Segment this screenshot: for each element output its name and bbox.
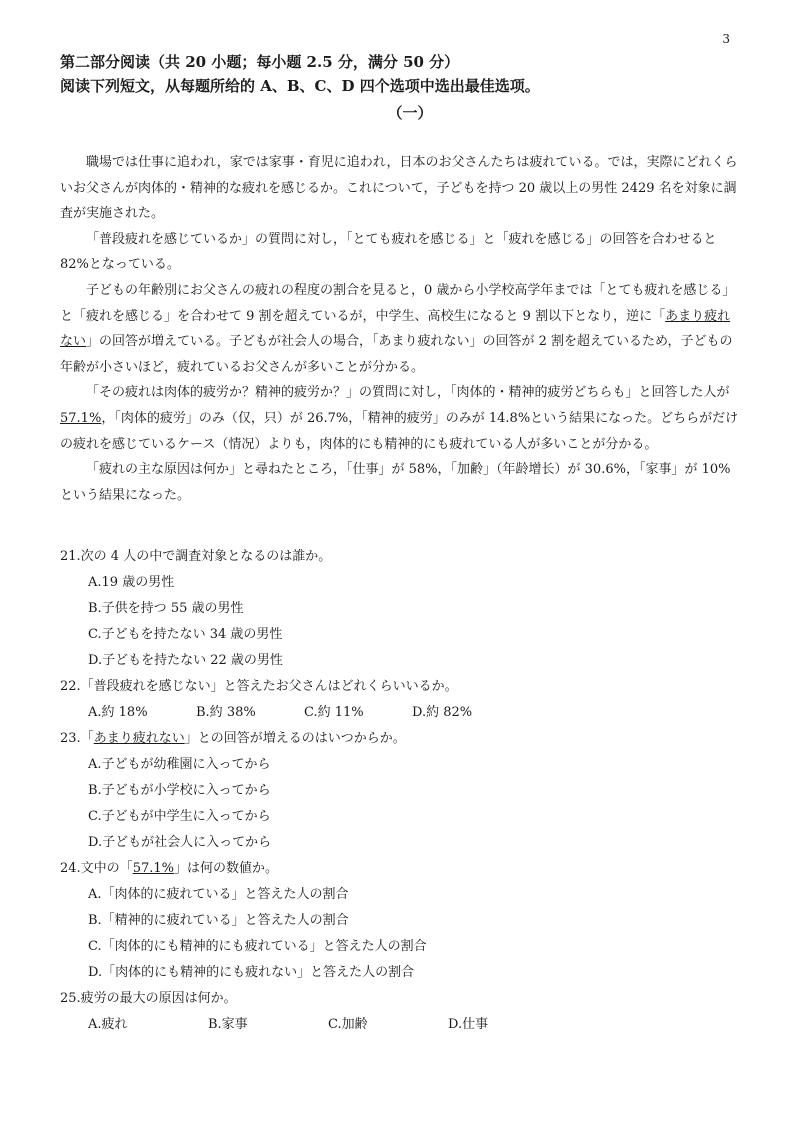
q22-option-d: D.約 82% [412,705,473,720]
q23-option-c: C.子どもが中学生に入ってから [88,809,271,824]
q25-option-d: D.仕事 [448,1017,489,1032]
section-title: 第二部分阅读（共 20 小题；每小题 2.5 分，满分 50 分） [60,53,460,71]
q23-stem-a: 23.「 [60,731,94,746]
page-number: 3 [722,32,730,46]
q24-stem-underlined: 57.1% [132,861,174,876]
q24-option-b: B.「精神的に疲れている」と答えた人の割合 [88,913,349,928]
question-22-stem: 22.「普段疲れを感じない」と答えたお父さんはどれくらいいるか。 [60,679,458,694]
q22-option-b: B.約 38% [196,705,256,720]
q24-option-d: D.「肉体的にも精神的にも疲れない」と答えた人の割合 [88,965,415,980]
passage-number: （一） [387,104,433,122]
q23-option-b: B.子どもが小学校に入ってから [88,783,271,798]
question-21-stem: 21.次の 4 人の中で調査対象となるのは誰か。 [60,549,332,564]
p4-text-b: ，「肉体的疲労」のみ（仅，只）が 26.7%，「精神的疲労」のみが 14.8%という結果になった。どちらがだけの疲れを感じているケース（情况）よりも，肉体的にも精神的にも疲れている人が多いことが分かる。 [60,410,739,452]
question-24-stem [60,856,740,882]
q22-option-a: A.約 18% [88,705,148,720]
q22-options [60,700,740,726]
q22-option-c: C.約 11% [304,705,364,720]
question-list [60,544,740,1038]
q21-option-a: A.19 歳の男性 [88,575,175,590]
instructions: 阅读下列短文，从每题所给的 A、B、C、D 四个选项中选出最佳选项。 [60,77,540,95]
underlined-number: 57.1% [60,410,102,426]
q25-options [60,1012,740,1038]
q23-option-d: D.子どもが社会人に入ってから [88,835,272,850]
q21-option-b: B.子供を持つ 55 歳の男性 [88,601,244,616]
underlined-phrase: あまり疲れない [60,308,731,350]
p3-text-b: 」の回答が増えている。子どもが社会人の場合，「あまり疲れない」の回答が 2 割を超えているため，子どもの年齢が小さいほど，疲れているお父さんが多いことが分かる。 [60,334,733,375]
q24-stem-a: 24.文中の「 [60,861,133,876]
q24-stem-b: 」は何の数値か。 [174,861,279,876]
passage-paragraph-4 [60,380,740,457]
q23-option-a: A.子どもが幼稚園に入ってから [88,757,271,772]
passage-paragraph-2: 「普段疲れを感じているか」の質問に対し，「とても疲れを感じる」と「疲れを感じる」の回答を合わせると 82%となっている。 [60,231,717,273]
q23-stem-underlined: あまり疲れない [93,731,185,746]
q25-option-c: C.加齢 [328,1017,368,1032]
reading-passage [60,150,740,508]
p3-text-a: 子どもの年齢別にお父さんの疲れの程度の割合を見ると，0 歳から小学校高学年までは「とても疲れを感じる」と「疲れを感じる」を合わせて 9 割を超えているが，中学生、高校生になると 9 割以下となり，逆に「 [60,282,736,324]
q24-option-a: A.「肉体的に疲れている」と答えた人の割合 [88,887,349,902]
q25-option-b: B.家事 [208,1017,248,1032]
q23-stem-b: 」との回答が増えるのはいつからか。 [184,731,406,746]
q25-option-a: A.疲れ [88,1017,128,1032]
passage-paragraph-3 [60,278,740,380]
q24-option-c: C.「肉体的にも精神的にも疲れている」と答えた人の割合 [88,939,427,954]
question-23-stem [60,726,740,752]
q21-option-c: C.子どもを持たない 34 歳の男性 [88,627,283,642]
q21-option-d: D.子どもを持たない 22 歳の男性 [88,653,283,668]
passage-paragraph-5: 「疲れの主な原因は何か」と尋ねたところ，「仕事」が 58%，「加齢」（年龄增长）が 30.6%，「家事」が 10%という結果になった。 [60,462,731,503]
passage-paragraph-1: 職場では仕事に追われ，家では家事・育児に追われ，日本のお父さんたちは疲れている。では，実際にどれくらいお父さんが肉体的・精神的な疲れを感じるか。これについて，子どもを持つ 20 歳以上の男性 2429 名を対象に調査が実施された。 [60,155,738,222]
p4-text-a: 「その疲れは肉体的疲労か？精神的疲労か？」の質問に対し，「肉体的・精神的疲労どちらも」と回答した人が [86,385,730,401]
question-25-stem: 25.疲労の最大の原因は何か。 [60,991,237,1006]
section-header [60,50,540,98]
